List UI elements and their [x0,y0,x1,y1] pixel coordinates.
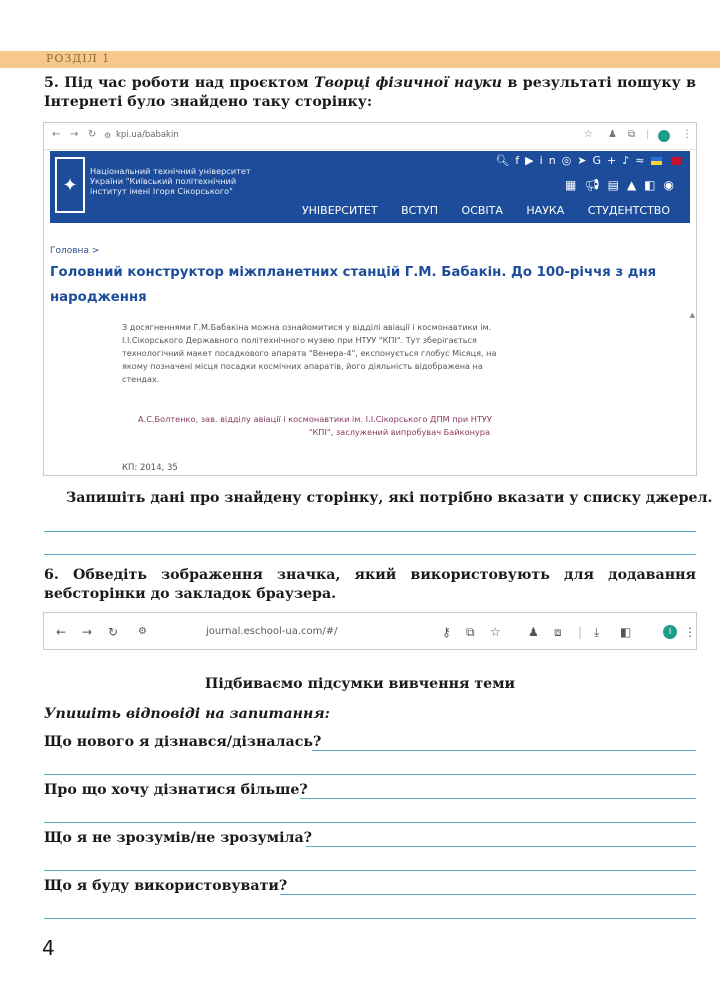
answer-line [44,918,696,919]
article-title: Головний конструктор міжпланетних станцій Г.М. Бабакін. До 100-річчя з дня народження [50,265,657,305]
task-6-number: 6. [44,567,59,583]
bookmark-star-icon: ☆ [584,129,593,140]
article-quote: З досягненнями Г.М.Бабакіна можна ознайомитися у відділі авіації і космонавтики ім. І.І.Сікорського Державного політехнічного музею при НТУУ "КПІ". Тут зберігається технологічний макет посадкового апарата "Венера-4", експонується глобус Місяця, на якому позначені місця посадки космічних апаратів, його діяльність відображена на стендах. [122,322,497,384]
telegram-icon: ➤ [577,154,593,167]
section-header-bar [0,51,720,68]
answer-line [44,554,696,555]
menu-item-admission: ВСТУП [401,204,439,217]
youtube-icon: ▶ [525,154,540,167]
section-label: РОЗДІЛ 1 [46,52,111,65]
question-1: Що нового я дізнався/дізналась? [44,734,322,750]
forward-icon: → [70,129,79,140]
side-panel-icon: ◧ [620,625,632,639]
share-icon: ⧉ [466,625,475,639]
browser-screenshot-kpi [43,122,697,476]
bookmark-star-icon: ☆ [490,625,501,639]
summary-instruction: Упишіть відповіді на запитання: [44,706,330,722]
task-5-text: 5. Під час роботи над проєктом Творці фізичної науки в результаті пошуку в Інтернеті було знайдено таку сторінку: [44,75,697,110]
task-5-prompt: Запишіть дані про знайдену сторінку, які потрібно вказати у списку джерел. [66,490,713,506]
answer-line [44,870,696,871]
book-icon: ◧ [644,178,664,192]
google-icon: G+ [592,154,623,167]
kpi-site-name: Національний технічний університет України "Київський політехнічний інститут імені Ігоря Сікорського" [90,166,251,196]
download-icon: ⤓ [594,625,600,639]
menu-item-science: НАУКА [526,204,565,217]
facebook-icon: f [515,154,526,167]
kpi-logo: ✦ [55,157,85,213]
menu-item-university: УНІВЕРСИТЕТ [301,204,378,217]
globe-icon: ◉ [663,178,682,192]
back-icon: ← [56,625,67,639]
browser-screenshot-toolbar [43,612,697,650]
linkedin-icon: in [539,154,562,167]
answer-line [44,822,696,823]
profile-avatar [658,130,670,142]
citation-reference: КП: 2014, 35 [122,463,178,473]
question-2: Про що хочу дізнатися більше? [44,782,308,798]
megaphone-icon: 📢︎ [584,178,608,192]
divider-icon: | [646,129,650,140]
calendar-icon: ▤ [607,178,627,192]
rss-icon: ≈ [635,154,651,167]
kpi-main-menu [282,204,670,217]
site-info-icon: ⚙ [104,131,112,140]
password-key-icon: ⚷ [442,625,451,639]
summary-title: Підбиваємо підсумки вивчення теми [204,676,516,692]
chart-icon: ▦ [565,178,585,192]
site-info-icon: ⚙ [138,626,147,637]
menu-dots-icon: ⋮ [682,129,692,140]
scroll-up-icon: ▲ [689,311,695,319]
page-number: 4 [42,936,55,960]
answer-line [306,846,696,847]
menu-dots-icon: ⋮ [684,625,696,639]
answer-line [280,894,696,895]
reload-icon: ↻ [88,129,97,140]
address-bar-url: kpi.ua/babakin [116,130,179,140]
service-icons [565,178,682,192]
answer-line [300,798,696,799]
graduation-cap-icon: ▲ [626,178,645,192]
divider-icon: | [578,625,583,639]
answer-line [44,774,696,775]
puzzle-icon: ⧈ [554,625,562,639]
social-icons [495,154,682,167]
tiktok-icon: ♪ [622,154,636,167]
task-6-text: 6. Обведіть зображення значка, який використовують для додавання вебсторінки до закладок браузера. [44,567,696,602]
uk-flag-icon [671,157,682,165]
forward-icon: → [82,625,93,639]
task-5-number: 5. [44,75,59,91]
profile-avatar: I [663,625,677,639]
instagram-icon: ◎ [561,154,578,167]
reload-icon: ↻ [108,625,119,639]
question-4: Що я буду використовувати? [44,878,288,894]
quote-attribution: А.С.Болтенко, зав. відділу авіації і космонавтики ім. І.І.Сікорського ДПМ при НТУУ "КПІ", заслужений випробувач Байконура [138,414,492,437]
extension-icon: ♟ [608,129,617,140]
question-3: Що я не зрозумів/не зрозуміла? [44,830,312,846]
browser-toolbar [44,123,696,150]
extension-icon: ♟ [528,625,539,639]
breadcrumb: Головна > [50,246,100,256]
kpi-site-header [50,151,690,223]
ua-flag-icon [651,157,662,165]
back-icon: ← [52,129,61,140]
search-icon: 🔍︎ [495,154,516,167]
address-bar-url: journal.eschool-ua.com/#/ [206,626,338,637]
project-name: Творці фізичної науки [314,75,502,91]
menu-item-students: СТУДЕНТСТВО [587,204,670,217]
menu-item-education: ОСВІТА [461,204,503,217]
answer-line [312,750,696,751]
answer-line [44,531,696,532]
puzzle-icon: ⧉ [628,129,636,140]
